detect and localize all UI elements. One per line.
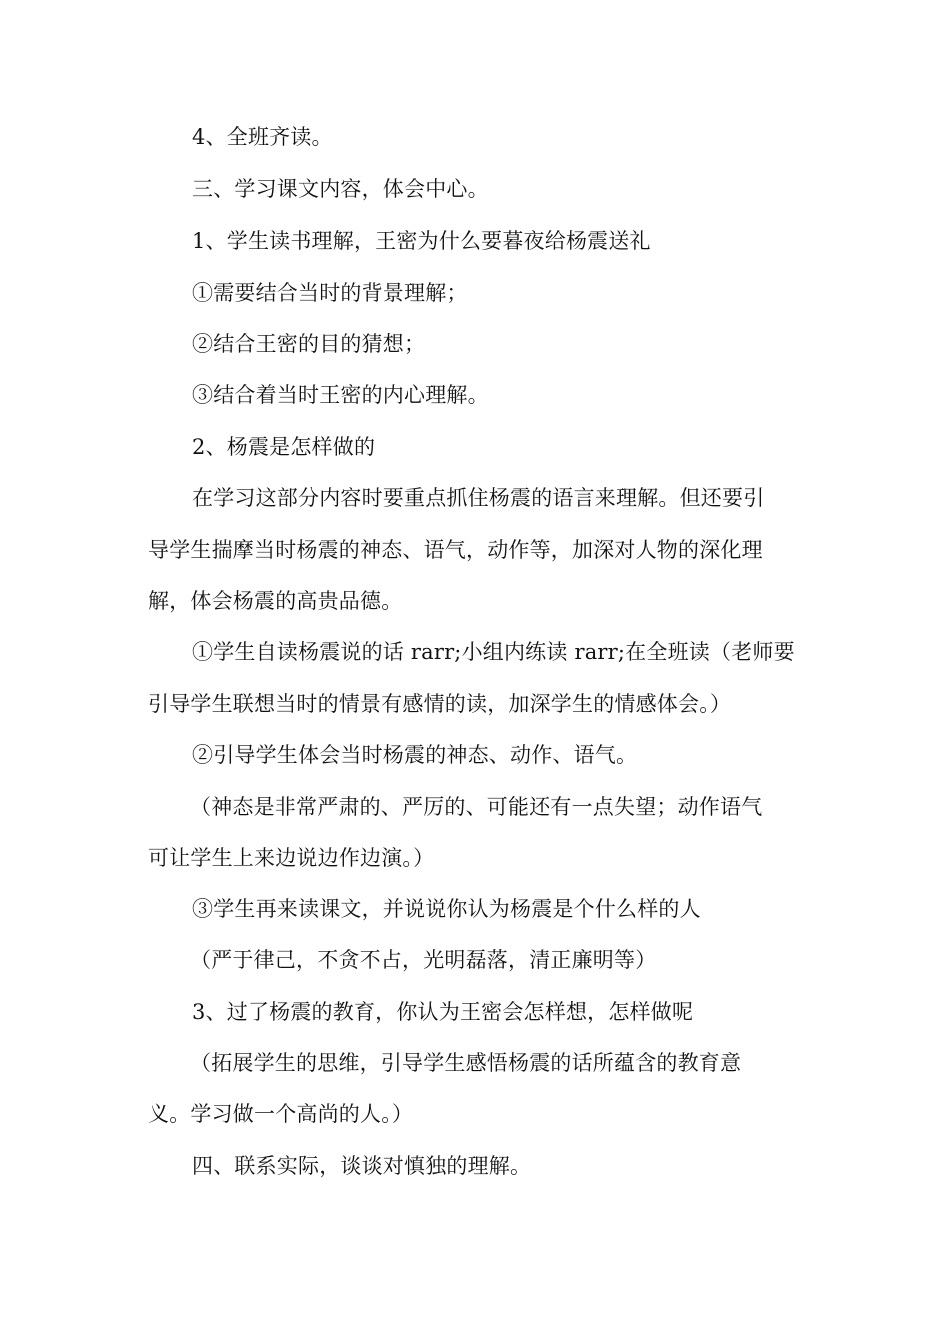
item-1-point-1: ①需要结合当时的背景理解； [192, 281, 468, 305]
item-3-question: 3、过了杨震的教育，你认为王密会怎样想，怎样做呢 [192, 1000, 694, 1024]
item-1-point-3: ③结合着当时王密的内心理解。 [192, 383, 489, 407]
parenthetical-note: （神态是非常严肃的、严厉的、可能还有一点失望；动作语气 [190, 795, 763, 819]
item-2-point-2: ②引导学生体会当时杨震的神态、动作、语气。 [192, 743, 638, 767]
section-3-heading: 三、学习课文内容，体会中心。 [192, 177, 489, 201]
item-1-question: 1、学生读书理解，王密为什么要暮夜给杨震送礼 [192, 229, 651, 253]
paragraph-line: 义。学习做一个高尚的人。） [148, 1102, 414, 1126]
step-4-whole-class-reading: 4、全班齐读。 [192, 125, 333, 149]
paragraph-line: 在学习这部分内容时要重点抓住杨震的语言来理解。但还要引 [192, 486, 765, 510]
paragraph-line: 可让学生上来边说边作边演。） [148, 846, 435, 870]
parenthetical-note: （严于律己，不贪不占，光明磊落，清正廉明等） [190, 948, 657, 972]
paragraph-line: 引导学生联想当时的情景有感情的读，加深学生的情感体会。） [148, 692, 732, 716]
paragraph-line: 导学生揣摩当时杨震的神态、语气，动作等，加深对人物的深化理 [148, 538, 763, 562]
item-2-question: 2、杨震是怎样做的 [192, 435, 376, 459]
item-1-point-2: ②结合王密的目的猜想； [192, 332, 426, 356]
item-2-point-3: ③学生再来读课文，并说说你认为杨震是个什么样的人 [192, 897, 701, 921]
parenthetical-note: （拓展学生的思维，引导学生感悟杨震的话所蕴含的教育意 [190, 1051, 742, 1075]
section-4-heading: 四、联系实际，谈谈对慎独的理解。 [192, 1154, 532, 1178]
paragraph-line: 解，体会杨震的高贵品德。 [148, 589, 403, 613]
item-2-point-1: ①学生自读杨震说的话 rarr;小组内练读 rarr;在全班读（老师要 [192, 640, 795, 664]
